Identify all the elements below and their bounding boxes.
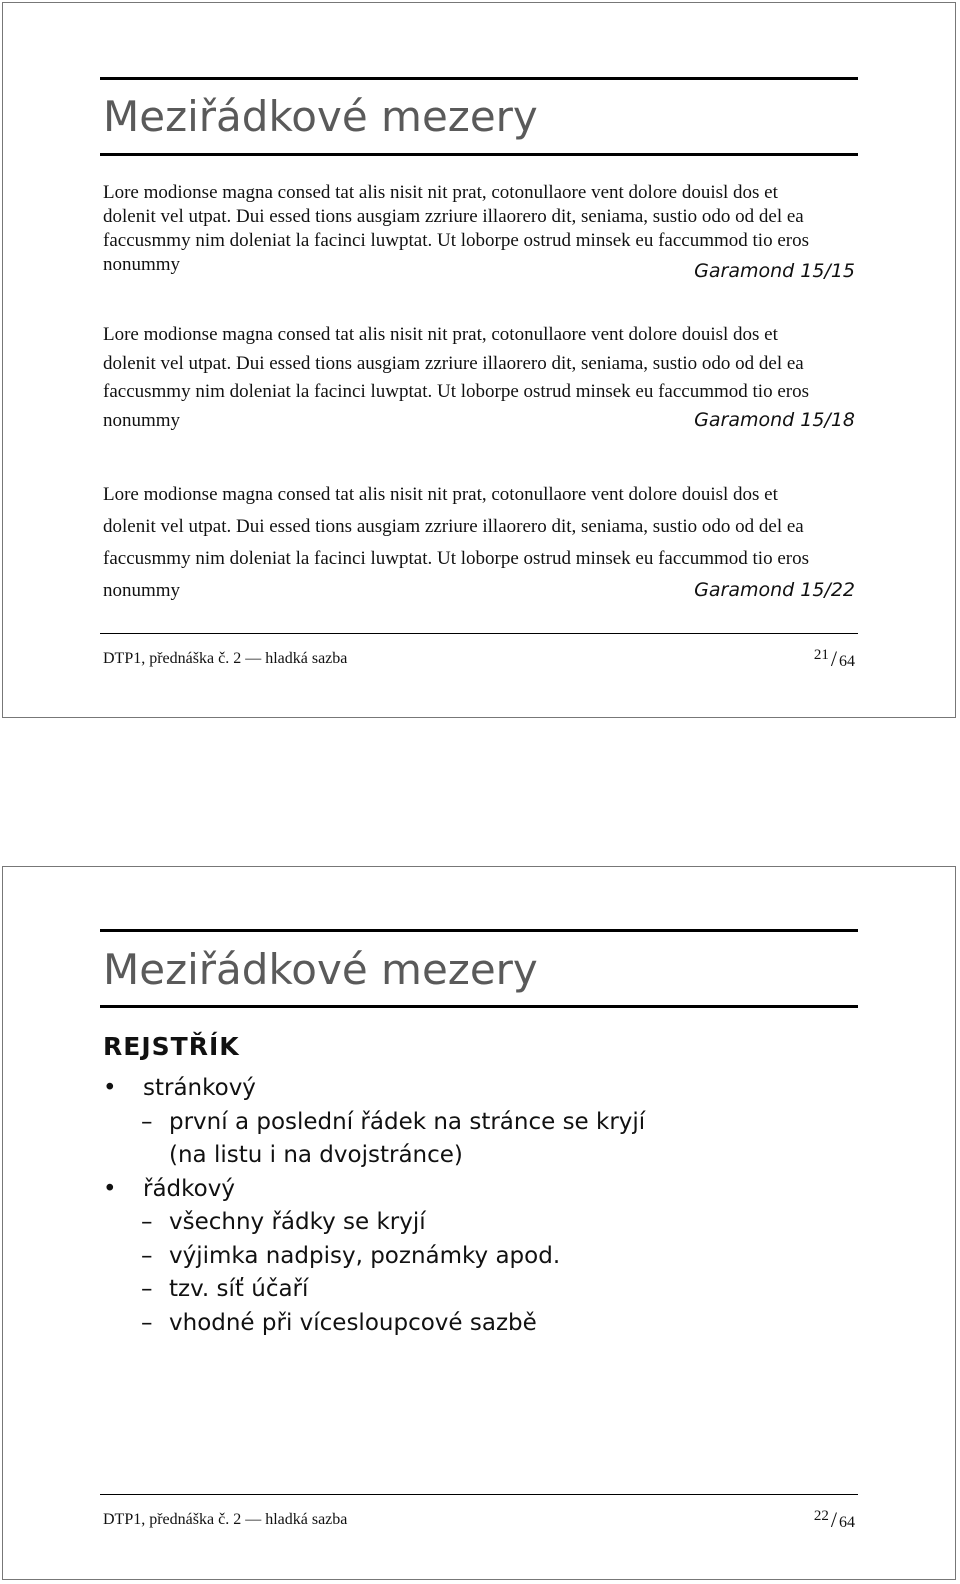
sub-list-item <box>103 1106 863 1140</box>
sample-caption: Garamond 15/22 <box>694 579 855 601</box>
page-number <box>814 646 855 672</box>
dash-icon: – <box>141 1242 153 1269</box>
sample-line: dolenit vel utpat. Dui essed tions ausgiam zzriure illaorero dit, seniama, sustio odo od del ea <box>103 516 804 537</box>
slide-21 <box>2 2 956 718</box>
title-top-rule <box>100 77 858 80</box>
list-item-label: první a poslední řádek na stránce se kryjí <box>169 1108 646 1135</box>
sample-line: Lore modionse magna consed tat alis nisit nit prat, cotonullaore vent dolore douisl dos et <box>103 324 778 345</box>
bullet-list <box>103 1072 863 1340</box>
list-item-label: (na listu i na dvojstránce) <box>169 1142 463 1168</box>
sample-line: dolenit vel utpat. Dui essed tions ausgiam zzriure illaorero dit, seniama, sustio odo od del ea <box>103 352 804 374</box>
footer-text: DTP1, přednáška č. 2 — hladká sazba <box>103 650 348 667</box>
sample-line: Lore modionse magna consed tat alis nisit nit prat, cotonullaore vent dolore douisl dos et <box>103 182 778 203</box>
sample-line: nonummy <box>103 254 181 275</box>
title-top-rule <box>100 929 858 932</box>
sample-caption: Garamond 15/15 <box>694 260 855 282</box>
sample-line: nonummy <box>103 409 181 431</box>
page-separator: / <box>830 646 837 671</box>
sample-line: Lore modionse magna consed tat alis nisit nit prat, cotonullaore vent dolore douisl dos et <box>103 484 778 505</box>
sample-line: faccusmmy nim doleniat la facinci luwptat. Ut loborpe ostrud minsek eu faccummod tio eros <box>103 230 809 251</box>
sub-list-item <box>103 1240 863 1274</box>
sample-line: dolenit vel utpat. Dui essed tions ausgiam zzriure illaorero dit, seniama, sustio odo od del ea <box>103 206 804 227</box>
dash-icon: – <box>141 1309 153 1336</box>
dash-icon: – <box>141 1108 153 1135</box>
sample-line: faccusmmy nim doleniat la facinci luwptat. Ut loborpe ostrud minsek eu faccummod tio eros <box>103 548 809 569</box>
sub-list-item <box>103 1307 863 1341</box>
dash-icon: – <box>141 1209 153 1235</box>
list-item-label: všechny řádky se kryjí <box>169 1209 426 1235</box>
current-page: 21 <box>813 647 829 663</box>
slide-22 <box>2 866 956 1580</box>
footer-text: DTP1, přednáška č. 2 — hladká sazba <box>103 1511 348 1528</box>
sub-list-item <box>103 1206 863 1240</box>
section-heading: REJSTŘÍK <box>103 1032 240 1061</box>
footer-rule <box>100 1494 858 1495</box>
list-item-label: vhodné při vícesloupcové sazbě <box>169 1309 537 1336</box>
current-page: 22 <box>813 1508 829 1524</box>
list-item-label: řádkový <box>143 1175 235 1202</box>
title-bottom-rule <box>100 1005 858 1008</box>
list-item-label: tzv. síť účaří <box>169 1276 309 1302</box>
page-number <box>814 1507 855 1533</box>
bullet-icon: • <box>103 1075 117 1101</box>
total-pages: 64 <box>839 653 855 670</box>
list-item-label: výjimka nadpisy, poznámky apod. <box>169 1242 561 1269</box>
sample-caption: Garamond 15/18 <box>694 409 855 431</box>
title-bottom-rule <box>100 153 858 156</box>
sub-list-item <box>103 1273 863 1307</box>
list-item <box>103 1173 863 1207</box>
dash-icon: – <box>141 1276 153 1302</box>
page-separator: / <box>830 1507 837 1532</box>
sample-line: faccusmmy nim doleniat la facinci luwptat. Ut loborpe ostrud minsek eu faccummod tio eros <box>103 381 809 402</box>
slide-title: Meziřádkové mezery <box>103 92 538 141</box>
list-item <box>103 1072 863 1106</box>
sub-list-item-continuation <box>103 1139 863 1173</box>
footer-rule <box>100 633 858 634</box>
list-item-label: stránkový <box>143 1075 256 1101</box>
total-pages: 64 <box>839 1514 855 1531</box>
slide-title: Meziřádkové mezery <box>103 945 538 994</box>
bullet-icon: • <box>103 1175 117 1202</box>
sample-line: nonummy <box>103 580 181 601</box>
